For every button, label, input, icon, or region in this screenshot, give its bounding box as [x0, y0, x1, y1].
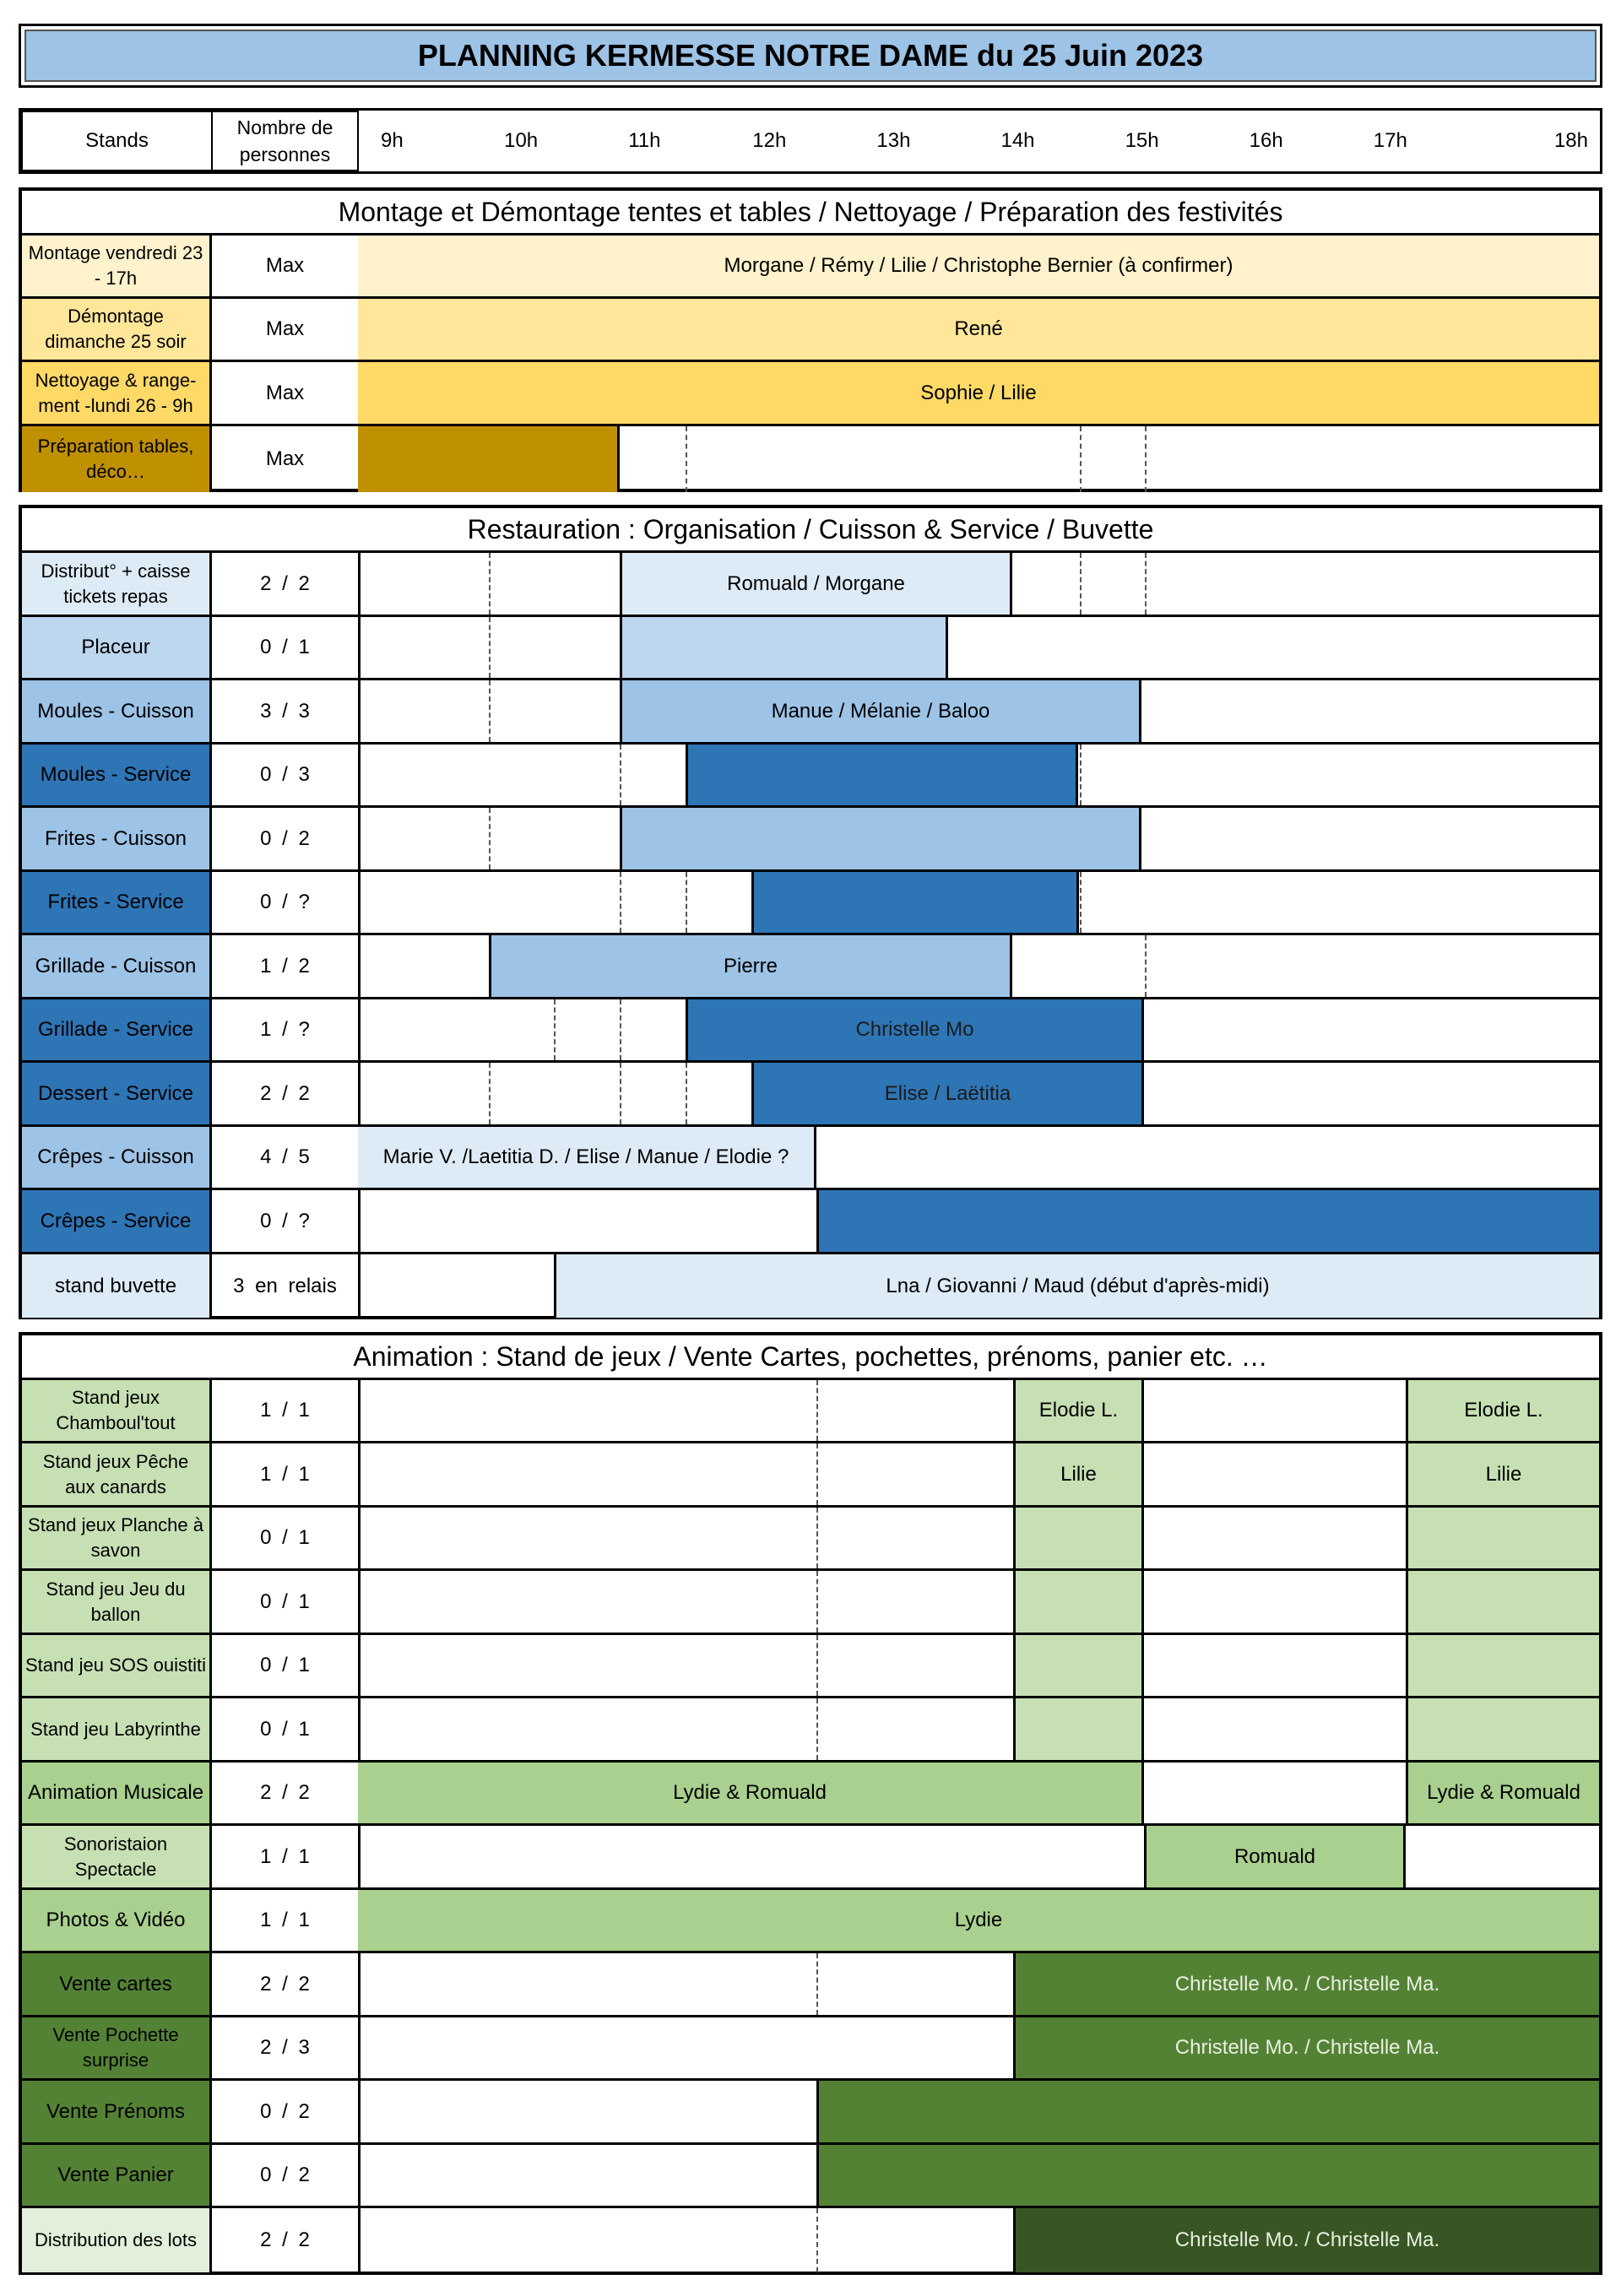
table-row — [22, 1763, 1599, 1826]
table-row — [22, 2145, 1599, 2208]
hour-16: 16h — [1249, 129, 1283, 152]
row-count: 0 / 2 — [212, 808, 361, 869]
section-title: Restauration : Organisation / Cuisson & Service / Buvette — [22, 508, 1599, 553]
time-block: Lydie & Romuald — [358, 1763, 1144, 1823]
section-title: Animation : Stand de jeux / Vente Cartes, pochettes, prénoms, panier etc. … — [22, 1335, 1599, 1380]
hour-17: 17h — [1373, 129, 1407, 152]
table-row — [22, 1635, 1599, 1698]
time-block: Romuald — [1144, 1826, 1406, 1887]
table-row — [22, 1443, 1599, 1508]
row-label: Crêpes - Service — [22, 1190, 212, 1252]
row-count: 3 en relais — [212, 1254, 361, 1318]
hour-14: 14h — [1000, 129, 1035, 152]
section-montage — [19, 187, 1602, 492]
row-count: 1 / 1 — [212, 1380, 361, 1441]
header-nombre: Nombre de personnes — [212, 111, 358, 171]
table-row — [22, 2017, 1599, 2081]
row-count: 3 / 3 — [212, 680, 361, 742]
row-count: Max — [212, 236, 361, 296]
row-label: Frites - Cuisson — [22, 808, 212, 869]
time-block — [620, 617, 948, 678]
time-block — [1406, 1571, 1599, 1633]
row-count: 1 / 1 — [212, 1826, 361, 1887]
row-count: 2 / 2 — [212, 2208, 361, 2272]
table-row — [22, 553, 1599, 617]
time-block: Pierre — [489, 935, 1012, 997]
row-label: Stand jeux Chamboul'tout — [22, 1380, 212, 1441]
row-label: Vente Panier — [22, 2145, 212, 2206]
time-block: Lilie — [1406, 1443, 1599, 1505]
row-label: Grillade - Cuisson — [22, 935, 212, 997]
row-count: Max — [212, 299, 361, 360]
row-label: Animation Musicale — [22, 1763, 212, 1823]
header-stands: Stands — [22, 111, 212, 171]
table-row — [22, 617, 1599, 680]
row-count: 0 / 1 — [212, 617, 361, 678]
time-block — [1406, 1635, 1599, 1696]
hour-11: 11h — [628, 129, 661, 152]
row-label: Vente Prénoms — [22, 2081, 212, 2142]
row-label: Stand jeux Planche à savon — [22, 1508, 212, 1568]
table-row — [22, 999, 1599, 1063]
time-block — [686, 745, 1078, 805]
table-row — [22, 2208, 1599, 2272]
row-count: 2 / 2 — [212, 1953, 361, 2015]
hour-10: 10h — [504, 129, 539, 152]
row-count: Max — [212, 426, 361, 492]
row-label: Distribut° + caisse tickets repas — [22, 553, 212, 615]
table-row — [22, 680, 1599, 745]
time-block: Elise / Laëtitia — [751, 1063, 1144, 1124]
time-block: Romuald / Morgane — [620, 553, 1012, 615]
row-count: 1 / ? — [212, 999, 361, 1060]
time-block — [1013, 1508, 1144, 1568]
row-count: 0 / 1 — [212, 1635, 361, 1696]
row-label: Dessert - Service — [22, 1063, 212, 1124]
row-count: 4 / 5 — [212, 1127, 361, 1188]
row-label: Grillade - Service — [22, 999, 212, 1060]
row-count: 0 / ? — [212, 1190, 361, 1252]
time-block — [1406, 1508, 1599, 1568]
time-block: Morgane / Rémy / Lilie / Christophe Bernier (à confirmer) — [358, 236, 1599, 296]
time-block: René — [358, 299, 1599, 360]
section-title: Montage et Démontage tentes et tables / Nettoyage / Préparation des festivités — [22, 191, 1599, 236]
row-count: 0 / 3 — [212, 745, 361, 805]
row-label: Montage vendredi 23 - 17h — [22, 236, 212, 296]
row-label: Vente Pochette surprise — [22, 2017, 212, 2078]
row-count: 2 / 2 — [212, 553, 361, 615]
hour-13: 13h — [876, 129, 911, 152]
row-label: Distribution des lots — [22, 2208, 212, 2272]
row-count: 1 / 1 — [212, 1443, 361, 1505]
row-label: Crêpes - Cuisson — [22, 1127, 212, 1188]
row-label: Moules - Service — [22, 745, 212, 805]
row-count: 0 / ? — [212, 872, 361, 933]
title-box — [19, 24, 1602, 88]
section-restauration — [19, 505, 1602, 1319]
table-row — [22, 299, 1599, 362]
hour-12: 12h — [752, 129, 787, 152]
hour-9: 9h — [381, 129, 404, 152]
table-row — [22, 1508, 1599, 1571]
time-block — [1013, 1698, 1144, 1760]
table-row — [22, 426, 1599, 492]
time-block — [1013, 1571, 1144, 1633]
row-label: Frites - Service — [22, 872, 212, 933]
table-row — [22, 1254, 1599, 1318]
time-block: Marie V. /Laetitia D. / Elise / Manue / Elodie ? — [358, 1127, 816, 1188]
row-count: 0 / 1 — [212, 1571, 361, 1633]
table-row — [22, 872, 1599, 935]
table-row — [22, 236, 1599, 299]
row-count: 2 / 3 — [212, 2017, 361, 2078]
table-row — [22, 1698, 1599, 1763]
header-table — [21, 111, 1600, 171]
table-row — [22, 808, 1599, 872]
table-row — [22, 1063, 1599, 1127]
time-block: Christelle Mo. / Christelle Ma. — [1013, 2017, 1599, 2078]
table-row — [22, 1380, 1599, 1443]
time-block: Lilie — [1013, 1443, 1144, 1505]
row-label: Vente cartes — [22, 1953, 212, 2015]
time-block — [816, 1190, 1599, 1252]
time-block: Lydie & Romuald — [1406, 1763, 1599, 1823]
row-count: 1 / 1 — [212, 1890, 361, 1951]
table-row — [22, 935, 1599, 999]
row-label: Stand jeu Labyrinthe — [22, 1698, 212, 1760]
row-count: 2 / 2 — [212, 1063, 361, 1124]
table-row — [22, 1190, 1599, 1254]
row-count: 1 / 2 — [212, 935, 361, 997]
time-block: Christelle Mo — [686, 999, 1144, 1060]
page-title: PLANNING KERMESSE NOTRE DAME du 25 Juin 2023 — [24, 30, 1597, 82]
table-row — [22, 2081, 1599, 2145]
time-block — [1013, 1635, 1144, 1696]
hour-15: 15h — [1125, 129, 1159, 152]
row-count: 0 / 1 — [212, 1698, 361, 1760]
row-count: 0 / 2 — [212, 2145, 361, 2206]
time-block: Lna / Giovanni / Maud (début d'après-midi) — [554, 1254, 1599, 1318]
row-count: 0 / 1 — [212, 1508, 361, 1568]
section-animation — [19, 1332, 1602, 2275]
row-label: Nettoyage & range-ment -lundi 26 - 9h — [22, 362, 212, 424]
time-block — [620, 808, 1141, 869]
table-row — [22, 1953, 1599, 2017]
row-label: Placeur — [22, 617, 212, 678]
row-label: Démontage dimanche 25 soir — [22, 299, 212, 360]
time-block: Lydie — [358, 1890, 1599, 1951]
table-row — [22, 745, 1599, 808]
table-row — [22, 1890, 1599, 1953]
row-label: Photos & Vidéo — [22, 1890, 212, 1951]
row-count: 2 / 2 — [212, 1763, 361, 1823]
table-row — [22, 1127, 1599, 1190]
header-row — [19, 108, 1602, 174]
time-block: Elodie L. — [1406, 1380, 1599, 1441]
table-row — [22, 1571, 1599, 1635]
time-block: Sophie / Lilie — [358, 362, 1599, 424]
time-block: Manue / Mélanie / Baloo — [620, 680, 1141, 742]
table-row — [22, 362, 1599, 426]
row-label: Stand jeu SOS ouistiti — [22, 1635, 212, 1696]
row-label: Moules - Cuisson — [22, 680, 212, 742]
table-row — [22, 1826, 1599, 1890]
row-label: Stand jeux Pêche aux canards — [22, 1443, 212, 1505]
time-block — [1406, 1698, 1599, 1760]
time-block: Christelle Mo. / Christelle Ma. — [1013, 1953, 1599, 2015]
time-block — [816, 2081, 1599, 2142]
row-count: 0 / 2 — [212, 2081, 361, 2142]
time-block — [751, 872, 1079, 933]
time-block — [358, 426, 620, 492]
row-label: Préparation tables, déco… — [22, 426, 212, 492]
row-count: Max — [212, 362, 361, 424]
row-label: Sonoristaion Spectacle — [22, 1826, 212, 1887]
time-block: Christelle Mo. / Christelle Ma. — [1013, 2208, 1599, 2272]
hour-18: 18h — [1553, 129, 1588, 152]
time-block: Elodie L. — [1013, 1380, 1144, 1441]
row-label: Stand jeu Jeu du ballon — [22, 1571, 212, 1633]
time-block — [816, 2145, 1599, 2206]
row-label: stand buvette — [22, 1254, 212, 1318]
